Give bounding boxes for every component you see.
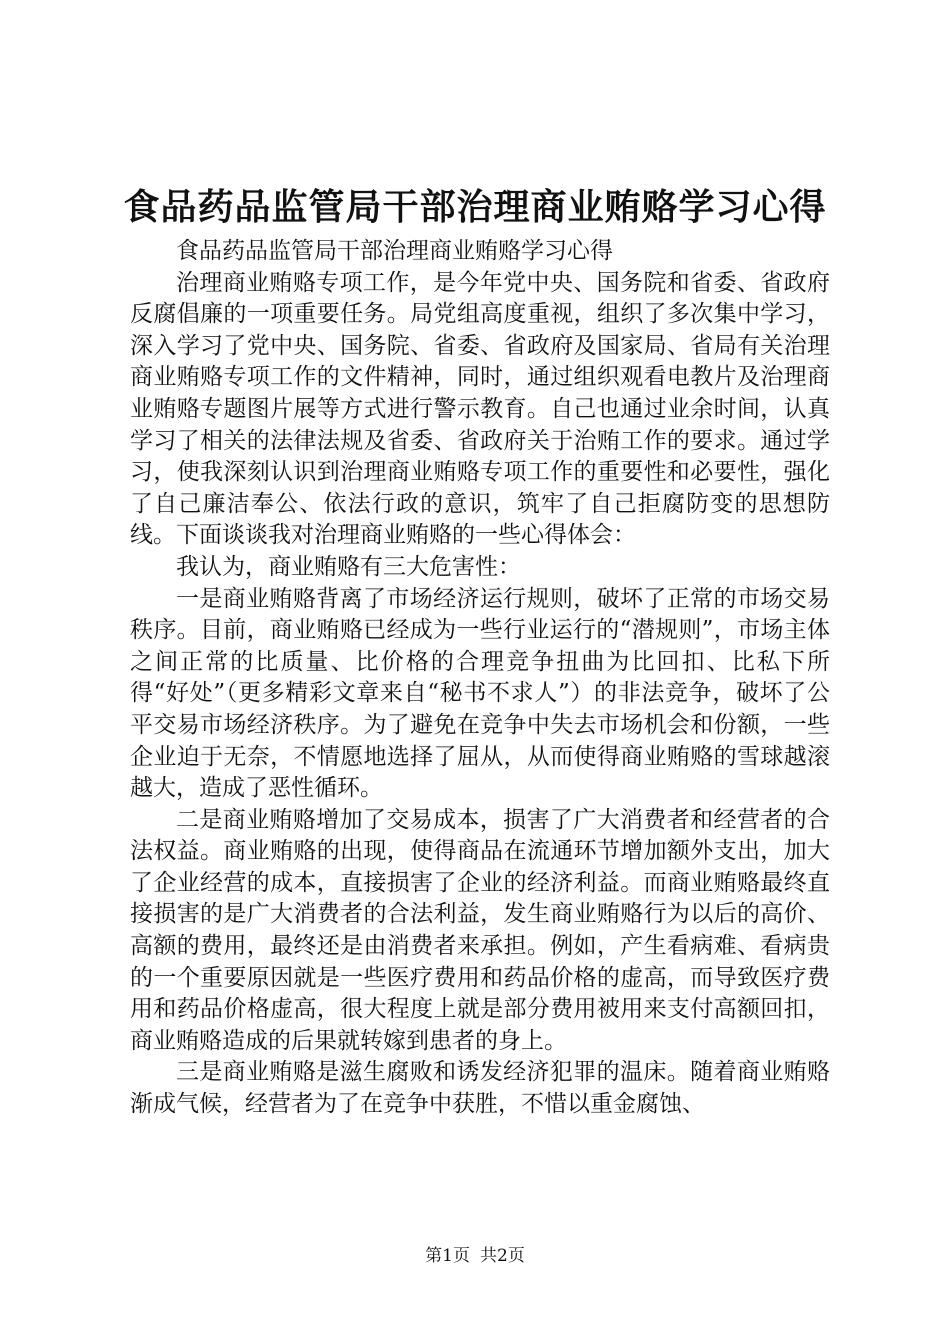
- document-title: 食品药品监管局干部治理商业贿赂学习心得: [123, 186, 827, 228]
- page-number-current: 第1页: [425, 1246, 470, 1266]
- paragraph-point-three: 三是商业贿赂是滋生腐败和诱发经济犯罪的温床。随着商业贿赂渐成气候，经营者为了在竞争中获胜，不惜以重金腐蚀、: [130, 1059, 830, 1118]
- paragraph-thesis: 我认为，商业贿赂有三大危害性：: [176, 553, 521, 580]
- paragraph-intro: 治理商业贿赂专项工作，是今年党中央、国务院和省委、省政府反腐倡廉的一项重要任务。局党组高度重视，组织了多次集中学习，深入学习了党中央、国务院、省委、省政府及国家局、省局有关治理商业贿赂专项工作的文件精神，同时，通过组织观看电教片及治理商业贿赂专题图片展等方式进行警示教育。自己也通过业余时间，认真学习了相关的法律法规及省委、省政府关于治贿工作的要求。通过学习，使我深刻认识到治理商业贿赂专项工作的重要性和必要性，强化了自己廉洁奉公、依法行政的意识，筑牢了自己拒腐防变的思想防线。下面谈谈我对治理商业贿赂的一些心得体会：: [130, 269, 830, 549]
- page-footer: [0, 1244, 950, 1268]
- paragraph-point-two: 二是商业贿赂增加了交易成本，损害了广大消费者和经营者的合法权益。商业贿赂的出现，使得商品在流通环节增加额外支出，加大了企业经营的成本，直接损害了企业的经济利益。而商业贿赂最终直接损害的是广大消费者的合法利益，发生商业贿赂行为以后的高价、高额的费用，最终还是由消费者来承担。例如，产生看病难、看病贵的一个重要原因就是一些医疗费用和药品价格的虚高，而导致医疗费用和药品价格虚高，很大程度上就是部分费用被用来支付高额回扣，商业贿赂造成的后果就转嫁到患者的身上。: [130, 806, 830, 1054]
- paragraph-point-one: 一是商业贿赂背离了市场经济运行规则，破坏了正常的市场交易秩序。目前，商业贿赂已经成为一些行业运行的“潜规则”，市场主体之间正常的比质量、比价格的合理竞争扭曲为比回扣、比私下所得“好处”（更多精彩文章来自“秘书不求人”）的非法竞争，破坏了公平交易市场经济秩序。为了避免在竞争中失去市场机会和份额，一些企业迫于无奈，不情愿地选择了屈从，从而使得商业贿赂的雪球越滚越大，造成了恶性循环。: [130, 585, 830, 802]
- paragraph-subtitle: 食品药品监管局干部治理商业贿赂学习心得: [176, 238, 613, 264]
- page-number-total: 共2页: [480, 1246, 525, 1266]
- document-body: [130, 236, 830, 1121]
